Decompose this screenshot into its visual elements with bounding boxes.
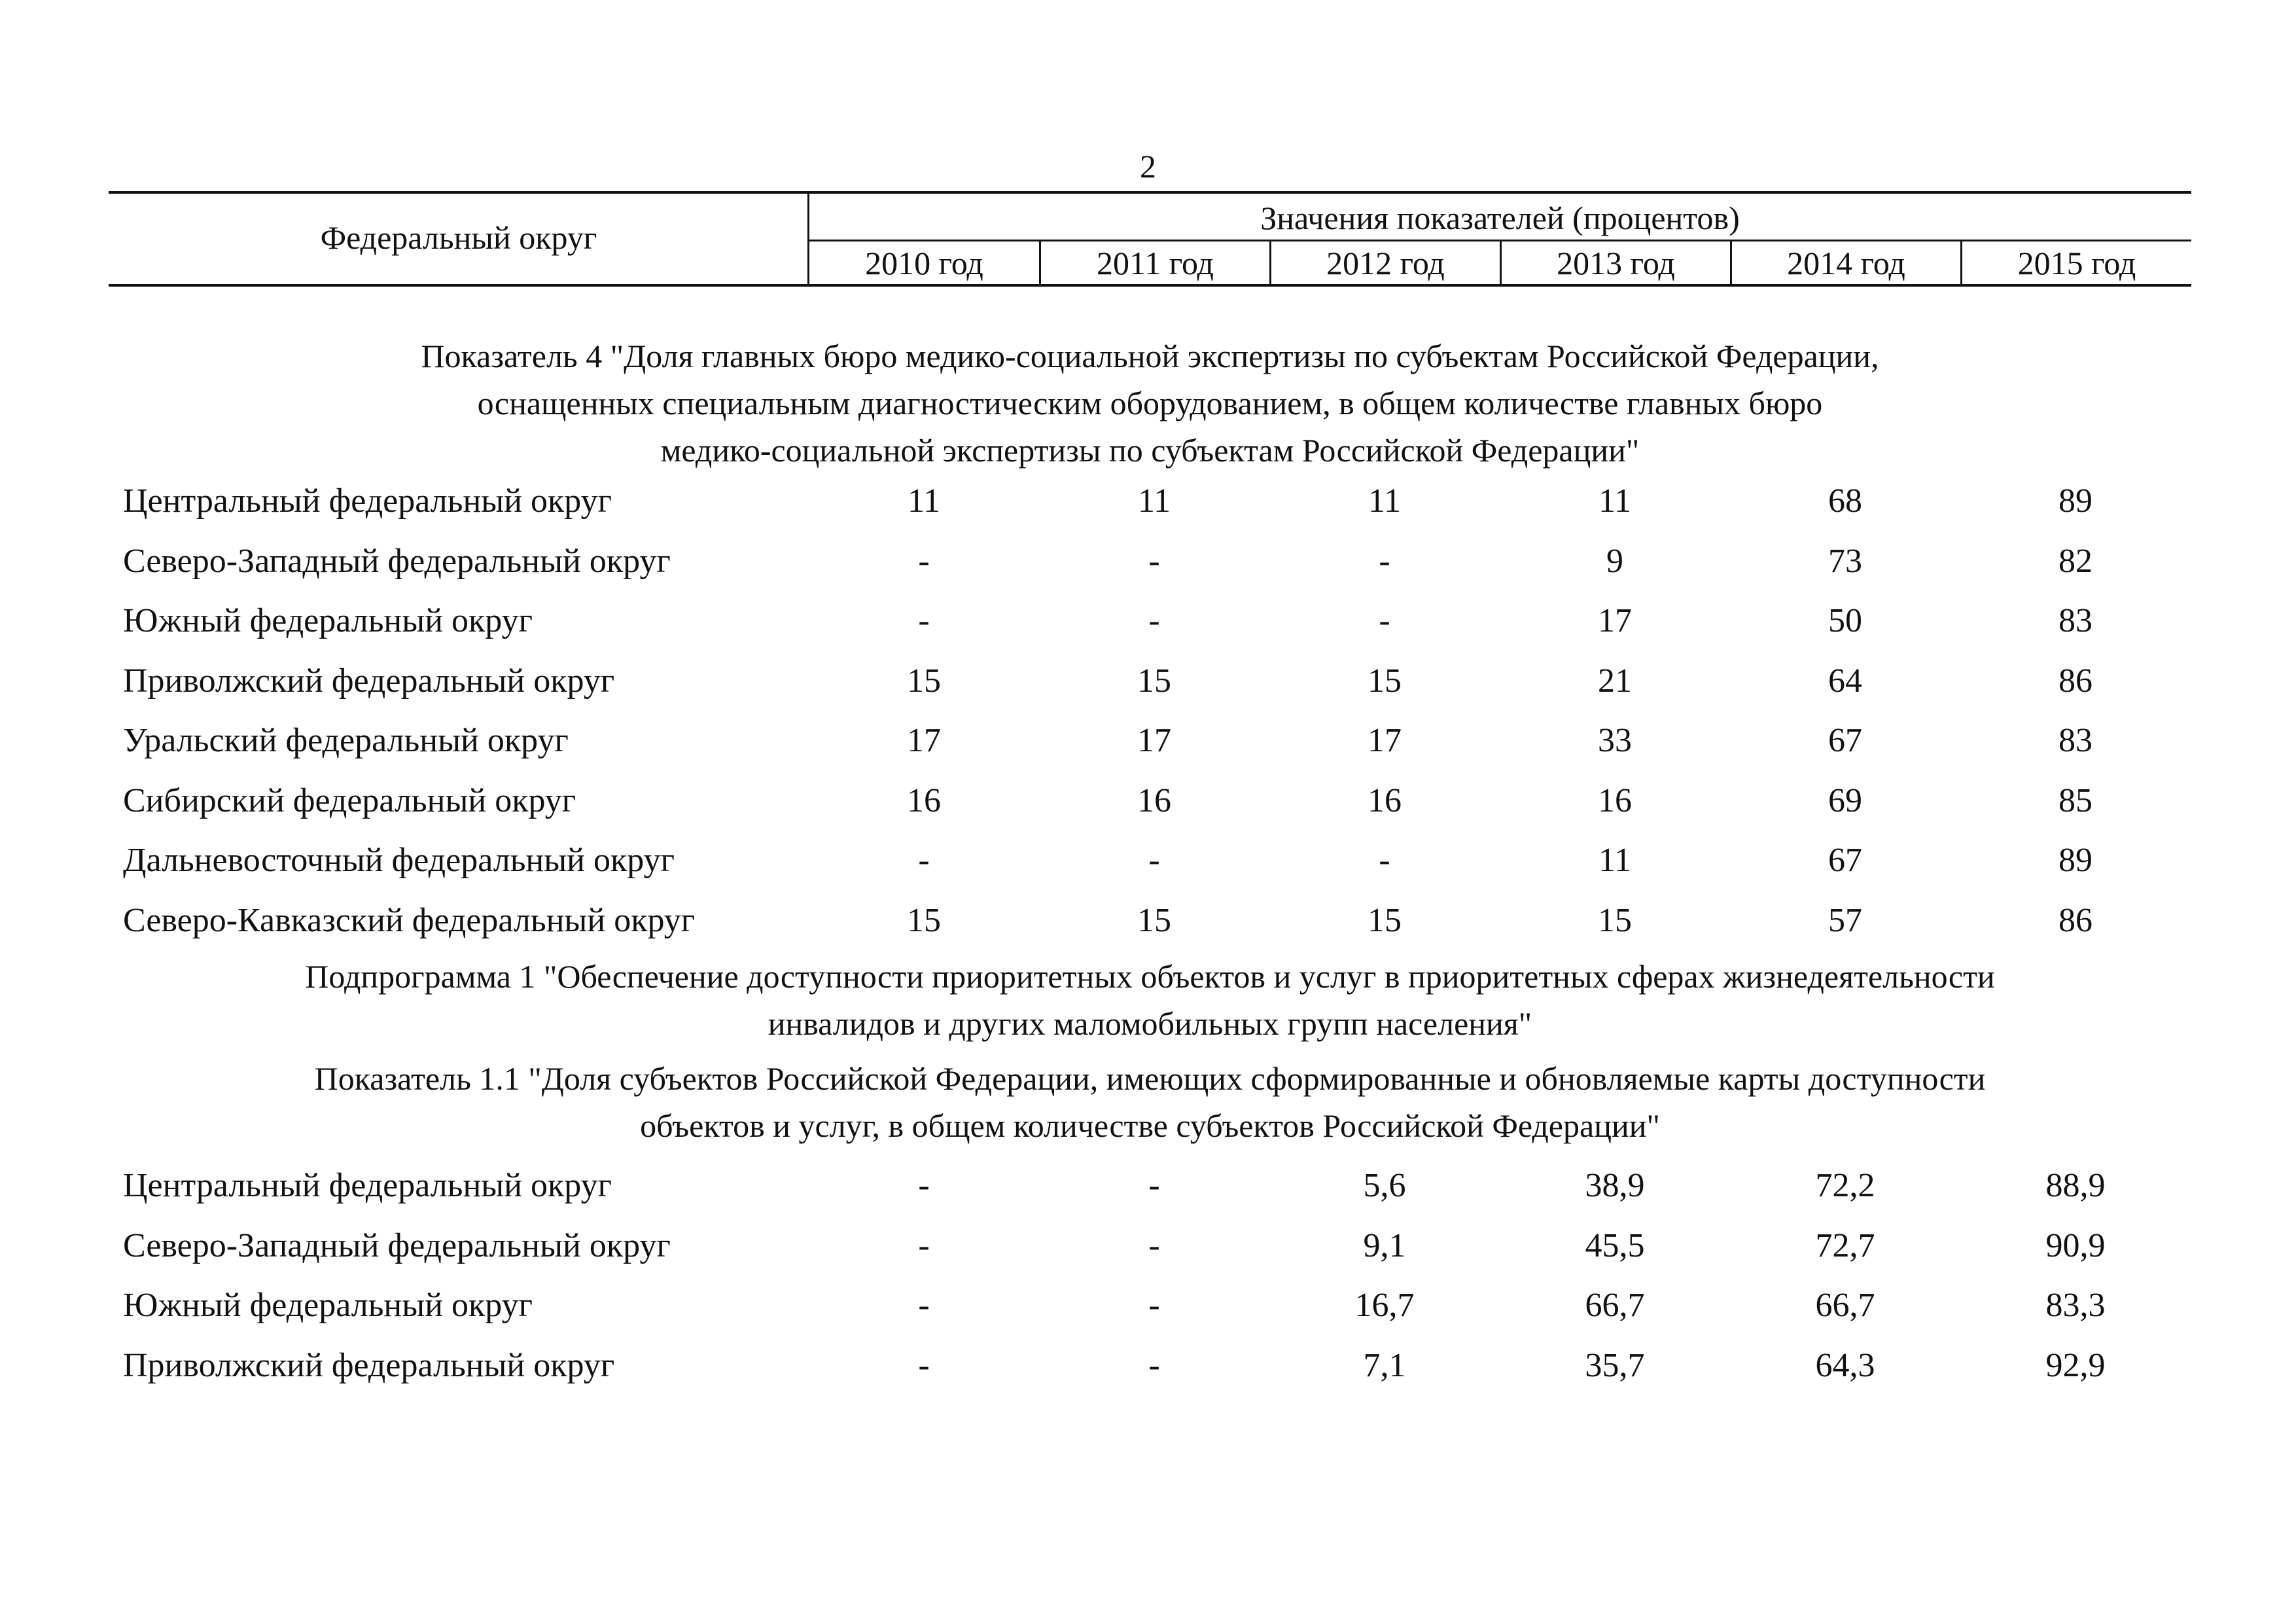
- value-cell: -: [1148, 542, 1160, 580]
- table-row: [0, 777, 2296, 825]
- value-cell: 15: [1598, 901, 1632, 939]
- value-cell: 64,3: [1815, 1346, 1875, 1384]
- value-cell: 11: [1598, 842, 1632, 879]
- year-header: 2015 год: [2017, 244, 2136, 281]
- value-cell: 72,7: [1815, 1226, 1875, 1264]
- value-cell: 85: [2058, 781, 2093, 819]
- district-name: Центральный федеральный округ: [123, 1167, 612, 1204]
- value-cell: 50: [1828, 602, 1862, 639]
- district-name: Северо-Западный федеральный округ: [123, 1226, 671, 1264]
- district-name: Приволжский федеральный округ: [123, 1346, 615, 1384]
- value-cell: 11: [907, 482, 941, 520]
- district-name: Приволжский федеральный округ: [123, 662, 615, 700]
- value-cell: 67: [1828, 722, 1862, 759]
- title-line: оснащенных специальным диагностическим оборудованием, в общем количестве главных бюро: [477, 385, 1823, 421]
- value-cell: -: [1148, 1346, 1160, 1384]
- value-cell: 92,9: [2045, 1346, 2106, 1384]
- value-cell: -: [918, 1226, 930, 1264]
- value-cell: 86: [2058, 662, 2093, 700]
- value-cell: -: [1379, 842, 1390, 879]
- district-name: Сибирский федеральный округ: [123, 781, 576, 819]
- value-cell: -: [1148, 1167, 1160, 1204]
- value-cell: 15: [1368, 662, 1402, 700]
- value-cell: 9: [1606, 542, 1623, 580]
- table-row: [0, 1342, 2296, 1389]
- district-name: Дальневосточный федеральный округ: [123, 842, 675, 879]
- year-header: 2011 год: [1097, 244, 1214, 281]
- district-name: Южный федеральный округ: [123, 1287, 533, 1324]
- value-cell: 88,9: [2045, 1167, 2106, 1204]
- value-cell: -: [1148, 1226, 1160, 1264]
- value-cell: 17: [907, 722, 941, 759]
- table-row: [0, 717, 2296, 764]
- value-cell: 5,6: [1363, 1167, 1406, 1204]
- title-line: объектов и услуг, в общем количестве субъектов Российской Федерации": [640, 1107, 1660, 1144]
- district-name: Центральный федеральный округ: [123, 482, 612, 520]
- value-cell: -: [918, 842, 930, 879]
- page-number: 2: [1140, 148, 1156, 185]
- value-cell: 21: [1598, 662, 1632, 700]
- value-cell: 89: [2058, 482, 2093, 520]
- value-cell: 17: [1137, 722, 1171, 759]
- value-cell: 15: [1137, 662, 1171, 700]
- value-cell: 83: [2058, 722, 2093, 759]
- table-row: [0, 1282, 2296, 1329]
- value-cell: 86: [2058, 901, 2093, 939]
- value-cell: 16,7: [1354, 1287, 1415, 1324]
- title-line: инвалидов и других маломобильных групп населения": [768, 1005, 1532, 1042]
- value-cell: 66,7: [1815, 1287, 1875, 1324]
- year-header: 2014 год: [1787, 244, 1905, 281]
- value-cell: 11: [1598, 482, 1632, 520]
- value-cell: 16: [907, 781, 941, 819]
- value-cell: 38,9: [1585, 1167, 1645, 1204]
- table-row: [0, 538, 2296, 585]
- table-row: [0, 837, 2296, 884]
- value-cell: 17: [1598, 602, 1632, 639]
- value-cell: -: [1379, 542, 1390, 580]
- value-cell: 17: [1368, 722, 1402, 759]
- value-cell: 16: [1137, 781, 1171, 819]
- value-cell: 11: [1137, 482, 1171, 520]
- table-row: [0, 597, 2296, 645]
- table-row: [0, 897, 2296, 944]
- indicator-4-title: [109, 332, 2191, 474]
- value-cell: 83,3: [2045, 1287, 2106, 1324]
- table-row: [0, 1162, 2296, 1209]
- value-cell: 33: [1598, 722, 1632, 759]
- title-line: Подпрограмма 1 "Обеспечение доступности приоритетных объектов и услуг в приоритетных сферах жизнедеятельности: [305, 958, 1995, 995]
- value-cell: 68: [1828, 482, 1862, 520]
- value-cell: 67: [1828, 842, 1862, 879]
- year-header: 2012 год: [1326, 244, 1445, 281]
- value-cell: -: [918, 1287, 930, 1324]
- title-line: Показатель 1.1 "Доля субъектов Российской Федерации, имеющих сформированные и обновляемые карты доступности: [314, 1060, 1986, 1097]
- value-cell: 72,2: [1815, 1167, 1875, 1204]
- value-cell: 15: [1137, 901, 1171, 939]
- value-cell: 89: [2058, 842, 2093, 879]
- district-name: Северо-Кавказский федеральный округ: [123, 901, 696, 939]
- table-header: [109, 191, 2191, 287]
- subprogram-1-title: [109, 953, 2191, 1047]
- district-name: Южный федеральный округ: [123, 602, 533, 639]
- value-cell: 90,9: [2045, 1226, 2106, 1264]
- values-column-header: Значения показателей (процентов): [1260, 200, 1740, 236]
- value-cell: 16: [1368, 781, 1402, 819]
- table-row: [0, 1222, 2296, 1270]
- value-cell: 35,7: [1585, 1346, 1645, 1384]
- indicator-1-1-title: [109, 1055, 2191, 1149]
- title-line: Показатель 4 "Доля главных бюро медико-социальной экспертизы по субъектам Российской Федерации,: [421, 338, 1879, 374]
- value-cell: 45,5: [1585, 1226, 1645, 1264]
- value-cell: 82: [2058, 542, 2093, 580]
- header-bottom-rule: [109, 284, 2191, 287]
- value-cell: -: [1148, 1287, 1160, 1324]
- value-cell: 73: [1828, 542, 1862, 580]
- table-row: [0, 478, 2296, 525]
- value-cell: 15: [907, 662, 941, 700]
- district-name: Северо-Западный федеральный округ: [123, 542, 671, 580]
- year-header: 2010 год: [865, 244, 983, 281]
- value-cell: 66,7: [1585, 1287, 1645, 1324]
- value-cell: -: [1379, 602, 1390, 639]
- district-column-header: Федеральный округ: [320, 219, 597, 256]
- value-cell: -: [918, 1167, 930, 1204]
- value-cell: -: [918, 1346, 930, 1384]
- value-cell: 11: [1368, 482, 1402, 520]
- value-cell: 64: [1828, 662, 1862, 700]
- value-cell: -: [1148, 842, 1160, 879]
- title-line: медико-социальной экспертизы по субъектам Российской Федерации": [660, 432, 1640, 469]
- value-cell: 15: [1368, 901, 1402, 939]
- value-cell: 57: [1828, 901, 1862, 939]
- district-name: Уральский федеральный округ: [123, 722, 569, 759]
- year-header: 2013 год: [1557, 244, 1675, 281]
- value-cell: -: [1148, 602, 1160, 639]
- value-cell: 9,1: [1363, 1226, 1406, 1264]
- table-row: [0, 658, 2296, 705]
- value-cell: 16: [1598, 781, 1632, 819]
- value-cell: 7,1: [1363, 1346, 1406, 1384]
- value-cell: 15: [907, 901, 941, 939]
- value-cell: 83: [2058, 602, 2093, 639]
- value-cell: -: [918, 602, 930, 639]
- value-cell: -: [918, 542, 930, 580]
- value-cell: 69: [1828, 781, 1862, 819]
